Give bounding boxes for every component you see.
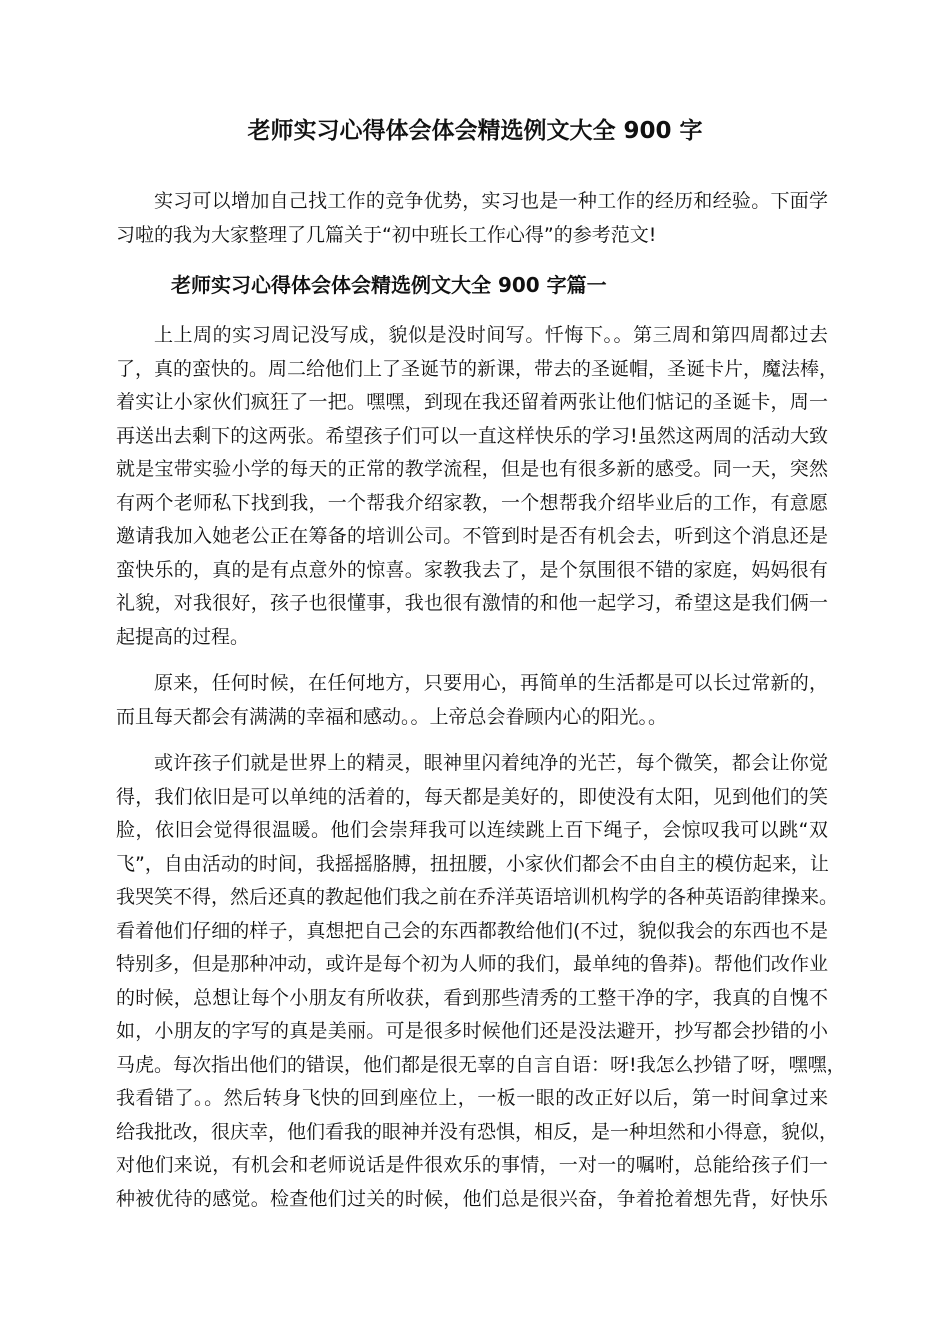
paragraph-line: 原来，任何时候，在任何地方，只要用心，再简单的生活都是可以长过常新的，	[154, 672, 828, 694]
paragraph-line: 的时候，总想让每个小朋友有所收获，看到那些清秀的工整干净的字，我真的自愧不	[116, 986, 828, 1009]
paragraph-line: 马虎。每次指出他们的错误，他们都是很无辜的自言自语：呀!我怎么抄错了呀，嘿嘿，	[116, 1053, 846, 1076]
paragraph-line: 了，真的蛮快的。周二给他们上了圣诞节的新课，带去的圣诞帽，圣诞卡片，魔法棒，	[116, 357, 839, 380]
paragraph-line: 就是宝带实验小学的每天的正常的教学流程，但是也有很多新的感受。同一天，突然	[116, 458, 828, 480]
paragraph-line: 起提高的过程。	[116, 625, 250, 648]
paragraph-line: 实习可以增加自己找工作的竞争优势，实习也是一种工作的经历和经验。下面学	[154, 190, 828, 212]
paragraph-line: 习啦的我为大家整理了几篇关于“初中班长工作心得”的参考范文!	[116, 223, 657, 246]
paragraph-line: 脸，依旧会觉得很温暖。他们会崇拜我可以连续跳上百下绳子，会惊叹我可以跳“双	[116, 819, 828, 841]
document-title: 老师实习心得体会体会精选例文大全 900 字	[247, 118, 703, 144]
paragraph-line: 对他们来说，有机会和老师说话是件很欢乐的事情，一对一的嘱咐，总能给孩子们一	[116, 1154, 828, 1176]
paragraph-line: 邀请我加入她老公正在筹备的培训公司。不管到时是否有机会去，听到这个消息还是	[116, 525, 828, 547]
body-paragraph-2	[116, 667, 828, 734]
paragraph-line: 看着他们仔细的样子，真想把自己会的东西都教给他们(不过，貌似我会的东西也不是	[116, 919, 828, 942]
paragraph-line: 得，我们依旧是可以单纯的活着的，每天都是美好的，即使没有太阳，见到他们的笑	[116, 785, 828, 808]
paragraph-line: 礼貌，对我很好，孩子也很懂事，我也很有激情的和他一起学习，希望这是我们俩一	[116, 592, 828, 614]
paragraph-line: 有两个老师私下找到我，一个帮我介绍家教，一个想帮我介绍毕业后的工作，有意愿	[116, 491, 828, 514]
body-paragraph-1	[116, 319, 839, 654]
paragraph-line: 种被优待的感觉。检查他们过关的时候，他们总是很兴奋，争着抢着想先背，好快乐	[116, 1187, 828, 1210]
body-paragraph-3	[116, 747, 846, 1216]
paragraph-line: 给我批改，很庆幸，他们看我的眼神并没有恐惧，相反，是一种坦然和小得意，貌似，	[116, 1120, 839, 1143]
paragraph-line: 如，小朋友的字写的真是美丽。可是很多时候他们还是没法避开，抄写都会抄错的小	[116, 1020, 828, 1042]
paragraph-line: 而且每天都会有满满的幸福和感动。。上帝总会眷顾内心的阳光。。	[116, 705, 668, 728]
paragraph-line: 蛮快乐的，真的是有点意外的惊喜。家教我去了，是个氛围很不错的家庭，妈妈很有	[116, 558, 828, 581]
paragraph-line: 再送出去剩下的这两张。希望孩子们可以一直这样快乐的学习!虽然这两周的活动大致	[116, 424, 828, 447]
paragraph-line: 特别多，但是那种冲动，或许是每个初为人师的我们，最单纯的鲁莽)。帮他们改作业	[116, 953, 828, 975]
paragraph-line: 或许孩子们就是世界上的精灵，眼神里闪着纯净的光芒，每个微笑，都会让你觉	[154, 752, 828, 774]
paragraph-line: 我哭笑不得，然后还真的教起他们我之前在乔洋英语培训机构学的各种英语韵律操来。	[116, 886, 839, 908]
paragraph-line: 飞”，自由活动的时间，我摇摇胳膊，扭扭腰，小家伙们都会不由自主的模仿起来，让	[116, 852, 829, 875]
section-heading: 老师实习心得体会体会精选例文大全 900 字篇一	[171, 273, 607, 297]
paragraph-line: 我看错了。。然后转身飞快的回到座位上，一板一眼的改正好以后，第一时间拿过来	[116, 1087, 828, 1109]
intro-paragraph	[116, 185, 828, 252]
paragraph-line: 上上周的实习周记没写成，貌似是没时间写。忏悔下。。第三周和第四周都过去	[154, 324, 828, 346]
paragraph-line: 着实让小家伙们疯狂了一把。嘿嘿，到现在我还留着两张让他们惦记的圣诞卡，周一	[116, 391, 828, 413]
